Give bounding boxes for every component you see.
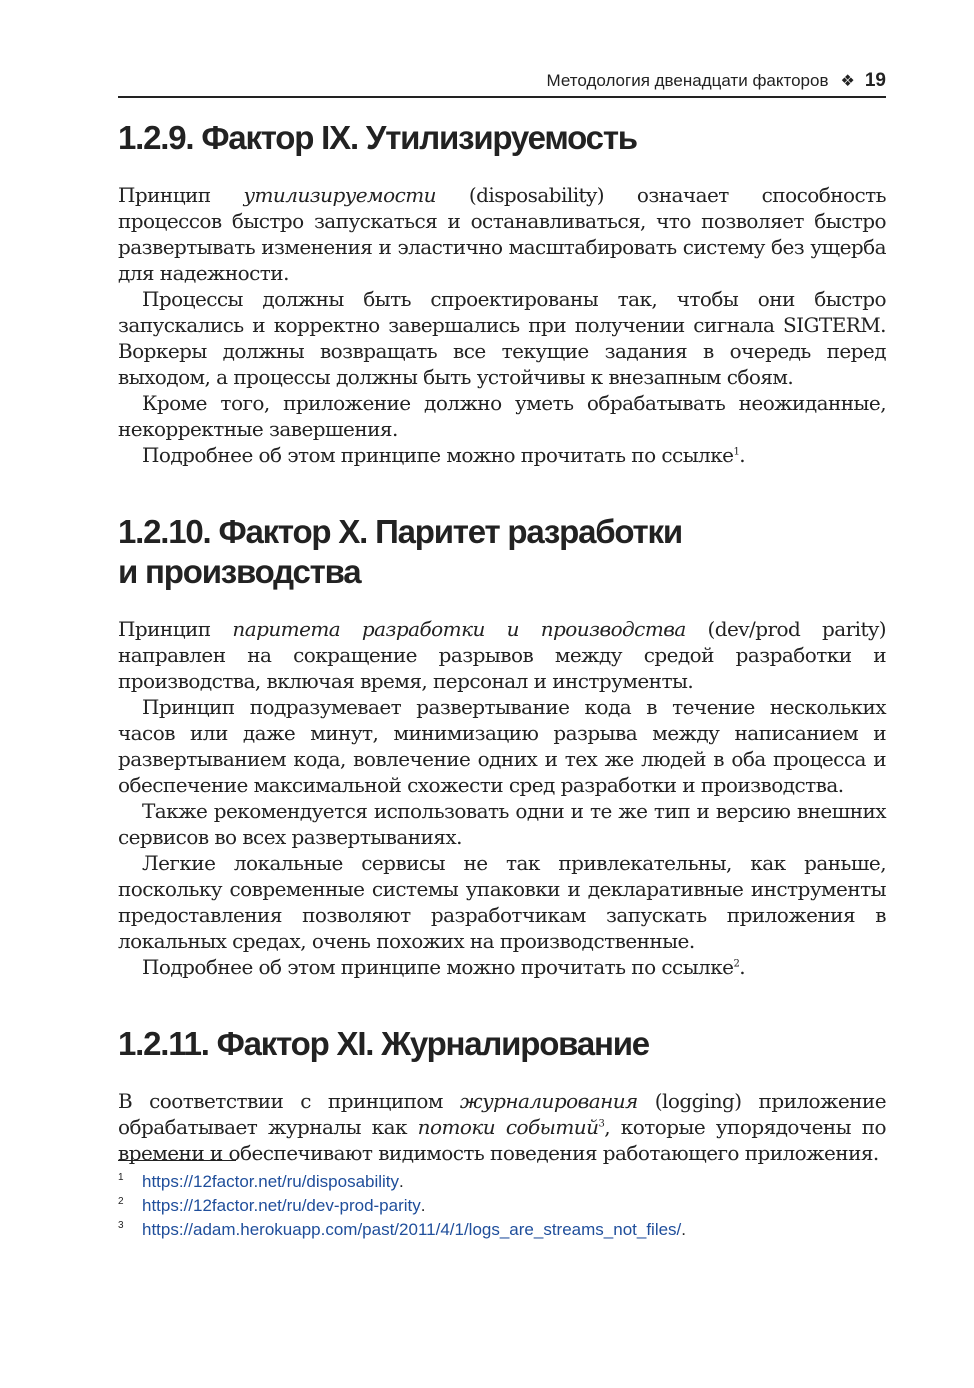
running-title: Методология двенадцати факторов: [546, 71, 829, 90]
running-header: [118, 70, 886, 98]
section-heading-1-2-11: 1.2.11. Фактор XI. Журналирование: [118, 1025, 649, 1062]
paragraph: Процессы должны быть спроектированы так, чтобы они быстро запускались и корректно завершались при получении сигнала SIGTERM. Воркеры должны возвращать все текущие задания в очередь перед выходом, а процессы должны быть устойчивы к внезапным сбоям.: [118, 287, 886, 389]
footnote-item: 2 https://12factor.net/ru/dev-prod-parity .: [118, 1196, 426, 1215]
footnote-mark: 2: [118, 1196, 124, 1207]
footnote-ref[interactable]: 1: [733, 446, 740, 458]
footnote-ref[interactable]: 2: [733, 958, 740, 970]
footnote-item: 3 https://adam.herokuapp.com/past/2011/4/1/logs_are_streams_not_files/ .: [118, 1220, 687, 1239]
italic-term: паритета разработки и производства: [232, 617, 686, 641]
paragraph: Принцип утилизируемости (disposability) означает способность процессов быстро запускаться и останавливаться, что позволяет быстро развертывать изменения и эластично масштабировать систему без ущерба для надежности.: [118, 183, 886, 285]
footnote-divider: [118, 1160, 236, 1161]
page-number: 19: [864, 70, 886, 91]
footnote-link[interactable]: https://12factor.net/ru/dev-prod-parity: [142, 1196, 421, 1215]
footnote-item: 1 https://12factor.net/ru/disposability .: [118, 1172, 404, 1191]
ornament-icon: ❖: [840, 73, 855, 90]
footnotes: [118, 1170, 886, 1242]
page-body: [118, 118, 886, 1166]
paragraph: Легкие локальные сервисы не так привлекательны, как раньше, поскольку современные системы упаковки и декларативные инструменты предоставления позволяют разработчикам запускать приложения в локальных средах, очень похожих на производственные.: [118, 851, 886, 953]
paragraph: Кроме того, приложение должно уметь обрабатывать неожиданные, некорректные завершения.: [118, 391, 886, 441]
section-heading-1-2-10: 1.2.10. Фактор X. Паритет разработки и производства: [118, 513, 682, 590]
paragraph: Принцип подразумевает развертывание кода в течение нескольких часов или даже минут, минимизацию разрыва между написанием и развертыванием кода, вовлечение одних и тех же людей в оба процесса и обеспечение максимальной схожести сред разработки и производства.: [118, 695, 886, 797]
section-heading-1-2-9: 1.2.9. Фактор IX. Утилизируемость: [118, 119, 637, 156]
footnote-ref[interactable]: 3: [598, 1118, 605, 1130]
italic-term: потоки событий: [417, 1115, 599, 1139]
paragraph: Принцип паритета разработки и производства (dev/prod parity) направлен на сокращение разрывов между средой разработки и производства, включая время, персонал и инструменты.: [118, 617, 886, 693]
footnote-mark: 1: [118, 1172, 124, 1183]
paragraph: Подробнее об этом принципе можно прочитать по ссылке$^1$.: [142, 443, 746, 467]
paragraph: В соответствии с принципом журналирования (logging) приложение обрабатывает журналы как потоки событий$^3$, которые упорядочены по времени и обеспечивают видимость поведения работающего приложения.: [118, 1089, 886, 1165]
paragraph: Подробнее об этом принципе можно прочитать по ссылке$^2$.: [142, 955, 746, 979]
italic-term: журналирования: [459, 1089, 638, 1113]
italic-term: утилизируемости: [243, 183, 436, 207]
footnote-mark: 3: [118, 1220, 124, 1231]
footnote-link[interactable]: https://adam.herokuapp.com/past/2011/4/1/logs_are_streams_not_files/: [142, 1220, 682, 1239]
paragraph: Также рекомендуется использовать одни и те же тип и версию внешних сервисов во всех развертываниях.: [118, 799, 886, 849]
footnote-link[interactable]: https://12factor.net/ru/disposability: [142, 1172, 400, 1191]
